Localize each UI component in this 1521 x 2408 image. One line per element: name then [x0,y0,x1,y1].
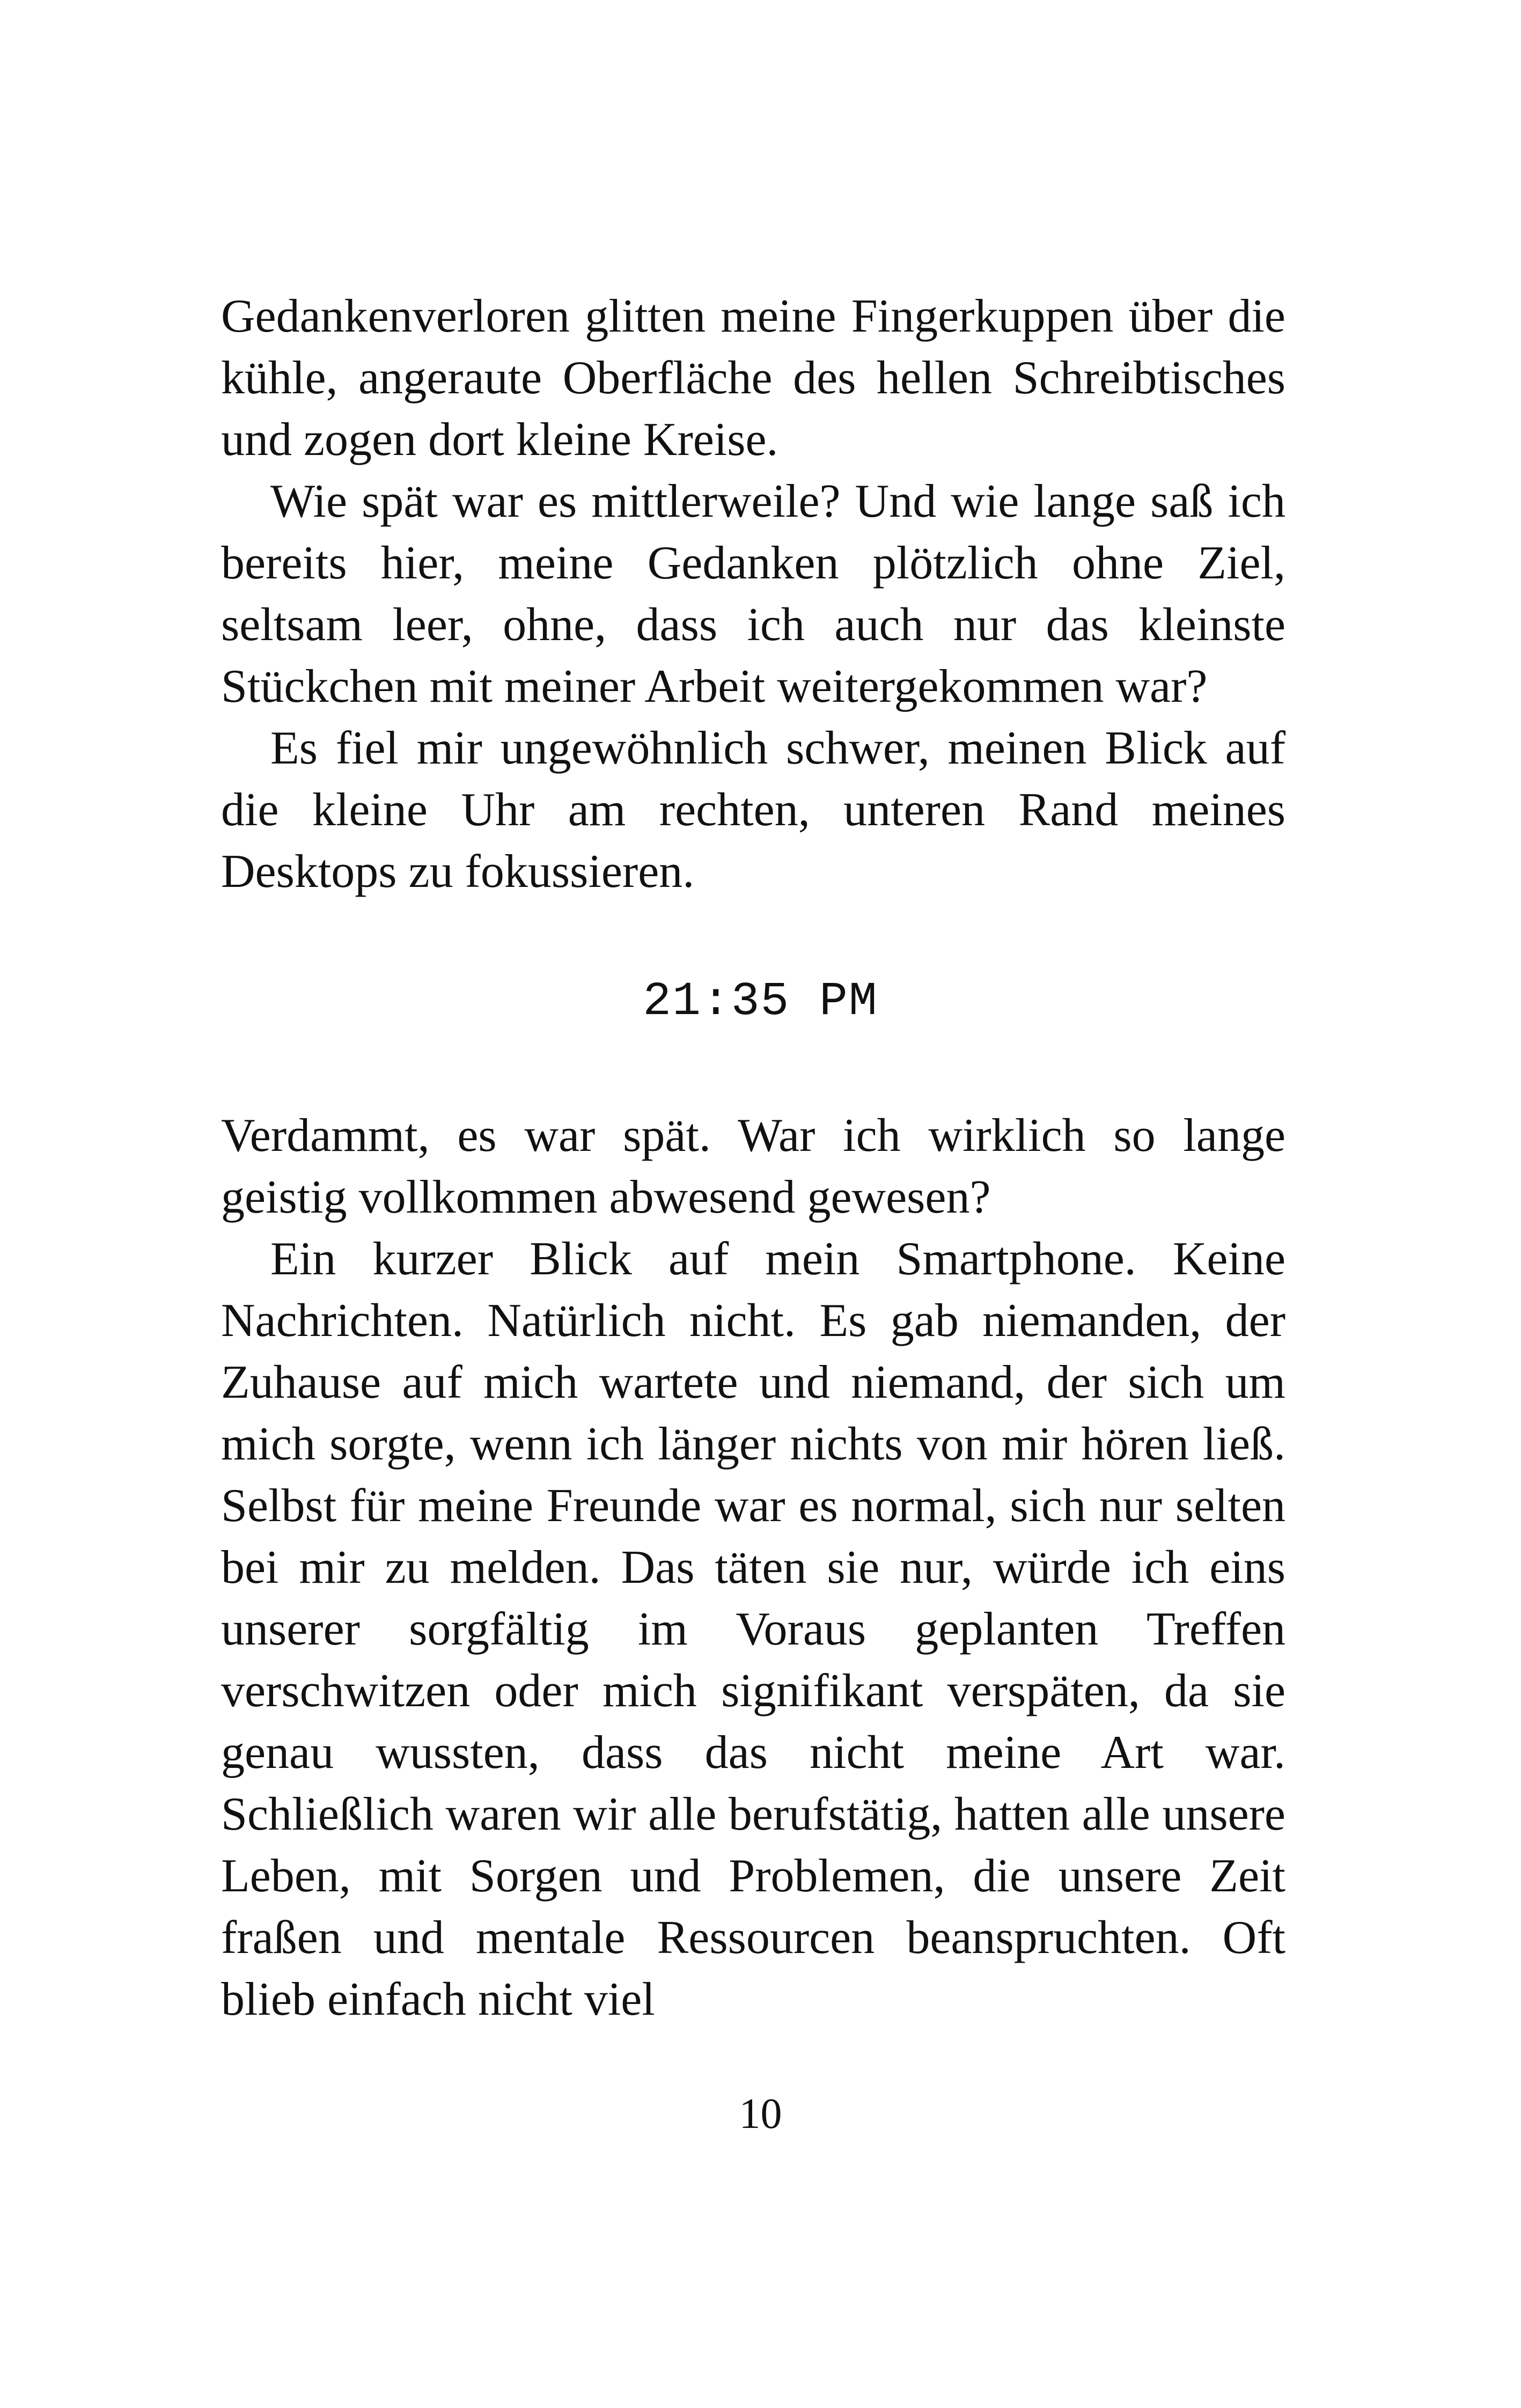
paragraph: Verdammt, es war spät. War ich wirklich so lange geistig vollkommen abwesend gewesen? [221,1110,1285,1223]
page-number: 10 [739,2090,782,2138]
text-block-bottom [221,1105,1285,2030]
paragraph: Wie spät war es mittlerweile? Und wie lange saß ich bereits hier, meine Gedanken plötzlich ohne Ziel, seltsam leer, ohne, dass ich auch nur das kleinste Stückchen mit meiner Arbeit weitergekommen war? [221,475,1285,713]
time-heading: 21:35 PM [643,975,878,1029]
paragraph: Es fiel mir ungewöhnlich schwer, meinen Blick auf die kleine Uhr am rechten, unteren Rand meines Desktops zu fokussieren. [221,722,1285,898]
text-block-top [221,285,1285,902]
paragraph: Ein kurzer Blick auf mein Smartphone. Keine Nachrichten. Natürlich nicht. Es gab niemanden, der Zuhause auf mich wartete und niemand, der sich um mich sorgte, wenn ich länger nichts von mir hören ließ. Selbst für meine Freunde war es normal, sich nur selten bei mir zu melden. Das täten sie nur, würde ich eins unserer sorgfältig im Voraus geplanten Treffen verschwitzen oder mich signifikant verspäten, da sie genau wussten, dass das nicht meine Art war. Schließlich waren wir alle berufstätig, hatten alle unsere Leben, mit Sorgen und Problemen, die unsere Zeit fraßen und mentale Ressourcen beanspruchten. Oft blieb einfach nicht viel [221,1233,1285,2025]
paragraph: Gedankenverloren glitten meine Fingerkuppen über die kühle, angeraute Oberfläche des hellen Schreibtisches und zogen dort kleine Kreise. [221,290,1285,466]
